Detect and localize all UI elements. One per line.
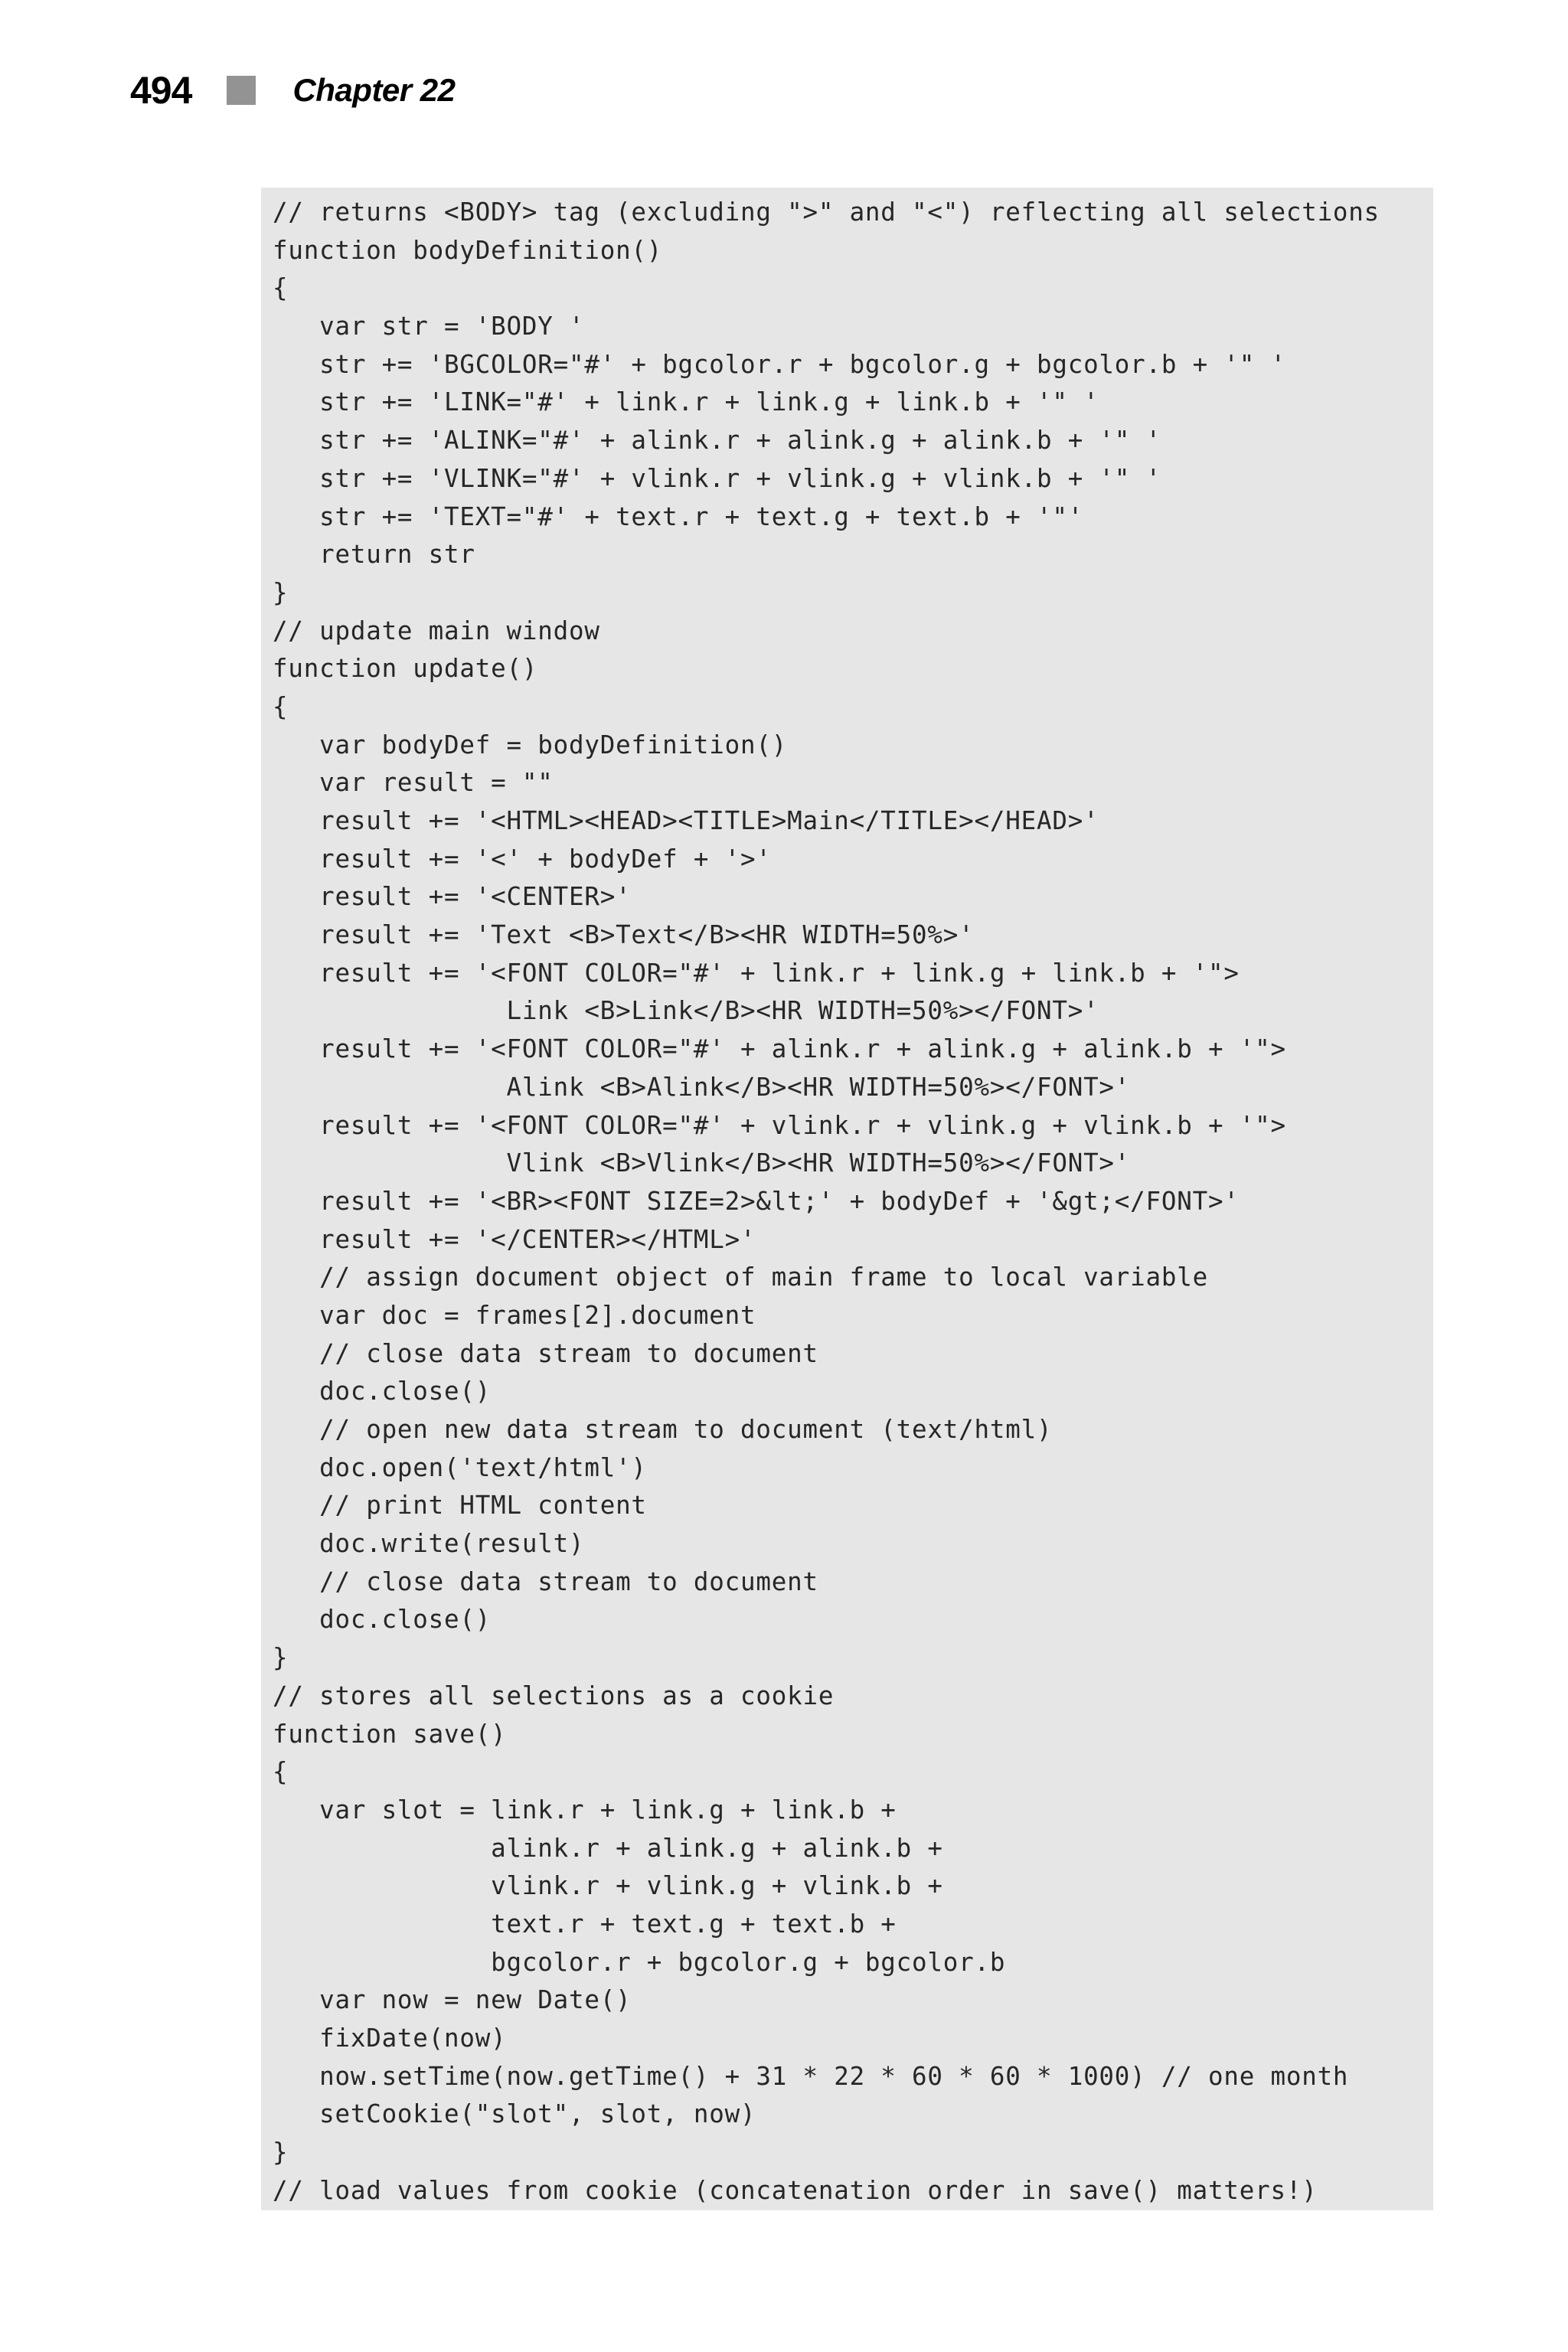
code-line: return str: [273, 540, 475, 570]
code-line: now.setTime(now.getTime() + 31 * 22 * 60 * 60 * 1000) // one month: [273, 2061, 1349, 2091]
code-line: // load values from cookie (concatenation order in save() matters!): [273, 2175, 1318, 2205]
code-line: str += 'LINK="#' + link.r + link.g + link.b + '" ': [273, 387, 1099, 417]
page-number: 494: [130, 69, 192, 112]
code-line: // stores all selections as a cookie: [273, 1681, 835, 1710]
code-line: fixDate(now): [273, 2024, 507, 2053]
code-line: // print HTML content: [273, 1491, 647, 1521]
code-line: alink.r + alink.g + alink.b +: [273, 1833, 943, 1863]
code-line: result += 'Text <B>Text</B><HR WIDTH=50%>': [273, 920, 975, 950]
code-line: result += '<' + bodyDef + '>': [273, 844, 772, 874]
code-line: // returns <BODY> tag (excluding ">" and "<") reflecting all selections: [273, 198, 1380, 227]
code-line: {: [273, 1757, 289, 1787]
code-line: var slot = link.r + link.g + link.b +: [273, 1795, 897, 1824]
code-line: result += '<HTML><HEAD><TITLE>Main</TITLE></HEAD>': [273, 806, 1099, 835]
code-line: }: [273, 577, 289, 607]
header-square-mark: [227, 76, 256, 105]
code-line: }: [273, 1643, 289, 1673]
code-listing: [261, 188, 1433, 2210]
code-line: str += 'TEXT="#' + text.r + text.g + text.b + '"': [273, 501, 1084, 531]
code-line: result += '<CENTER>': [273, 882, 632, 912]
code-line: result += '<FONT COLOR="#' + link.r + link.g + link.b + '">: [273, 958, 1240, 988]
code-line: function save(): [273, 1719, 507, 1749]
code-line: // open new data stream to document (text/html): [273, 1415, 1053, 1444]
code-line: var bodyDef = bodyDefinition(): [273, 730, 788, 760]
code-line: result += '</CENTER></HTML>': [273, 1224, 756, 1254]
code-line: Vlink <B>Vlink</B><HR WIDTH=50%></FONT>': [273, 1148, 1131, 1178]
code-line: var str = 'BODY ': [273, 312, 585, 341]
page-header: [130, 66, 456, 115]
code-line: var doc = frames[2].document: [273, 1300, 756, 1330]
chapter-title: Chapter 22: [292, 72, 456, 108]
code-line: }: [273, 2138, 289, 2167]
code-line: // assign document object of main frame to local variable: [273, 1263, 1208, 1292]
code-line: result += '<FONT COLOR="#' + vlink.r + vlink.g + vlink.b + '">: [273, 1110, 1286, 1140]
code-line: result += '<FONT COLOR="#' + alink.r + alink.g + alink.b + '">: [273, 1034, 1286, 1064]
code-line: Alink <B>Alink</B><HR WIDTH=50%></FONT>': [273, 1072, 1131, 1102]
code-line: function update(): [273, 654, 538, 684]
code-line: setCookie("slot", slot, now): [273, 2099, 756, 2129]
code-line: doc.write(result): [273, 1529, 585, 1559]
code-line: // update main window: [273, 616, 600, 645]
code-line: str += 'BGCOLOR="#' + bgcolor.r + bgcolor.g + bgcolor.b + '" ': [273, 349, 1286, 379]
code-line: doc.open('text/html'): [273, 1452, 647, 1482]
code-line: vlink.r + vlink.g + vlink.b +: [273, 1871, 943, 1901]
code-line: {: [273, 691, 289, 721]
code-line: {: [273, 273, 289, 303]
code-line: str += 'ALINK="#' + alink.r + alink.g + alink.b + '" ': [273, 426, 1161, 456]
code-line: result += '<BR><FONT SIZE=2>&lt;' + bodyDef + '&gt;</FONT>': [273, 1186, 1240, 1216]
code-line: bgcolor.r + bgcolor.g + bgcolor.b: [273, 1947, 1006, 1977]
code-line: text.r + text.g + text.b +: [273, 1909, 897, 1939]
code-line: Link <B>Link</B><HR WIDTH=50%></FONT>': [273, 996, 1099, 1026]
code-line: var now = new Date(): [273, 1985, 632, 2015]
code-line: var result = "": [273, 768, 554, 798]
code-line: str += 'VLINK="#' + vlink.r + vlink.g + vlink.b + '" ': [273, 463, 1161, 493]
code-line: // close data stream to document: [273, 1338, 818, 1368]
code-line: doc.close(): [273, 1605, 492, 1635]
code-line: // close data stream to document: [273, 1566, 818, 1596]
code-line: doc.close(): [273, 1377, 492, 1406]
code-line: function bodyDefinition(): [273, 235, 663, 265]
